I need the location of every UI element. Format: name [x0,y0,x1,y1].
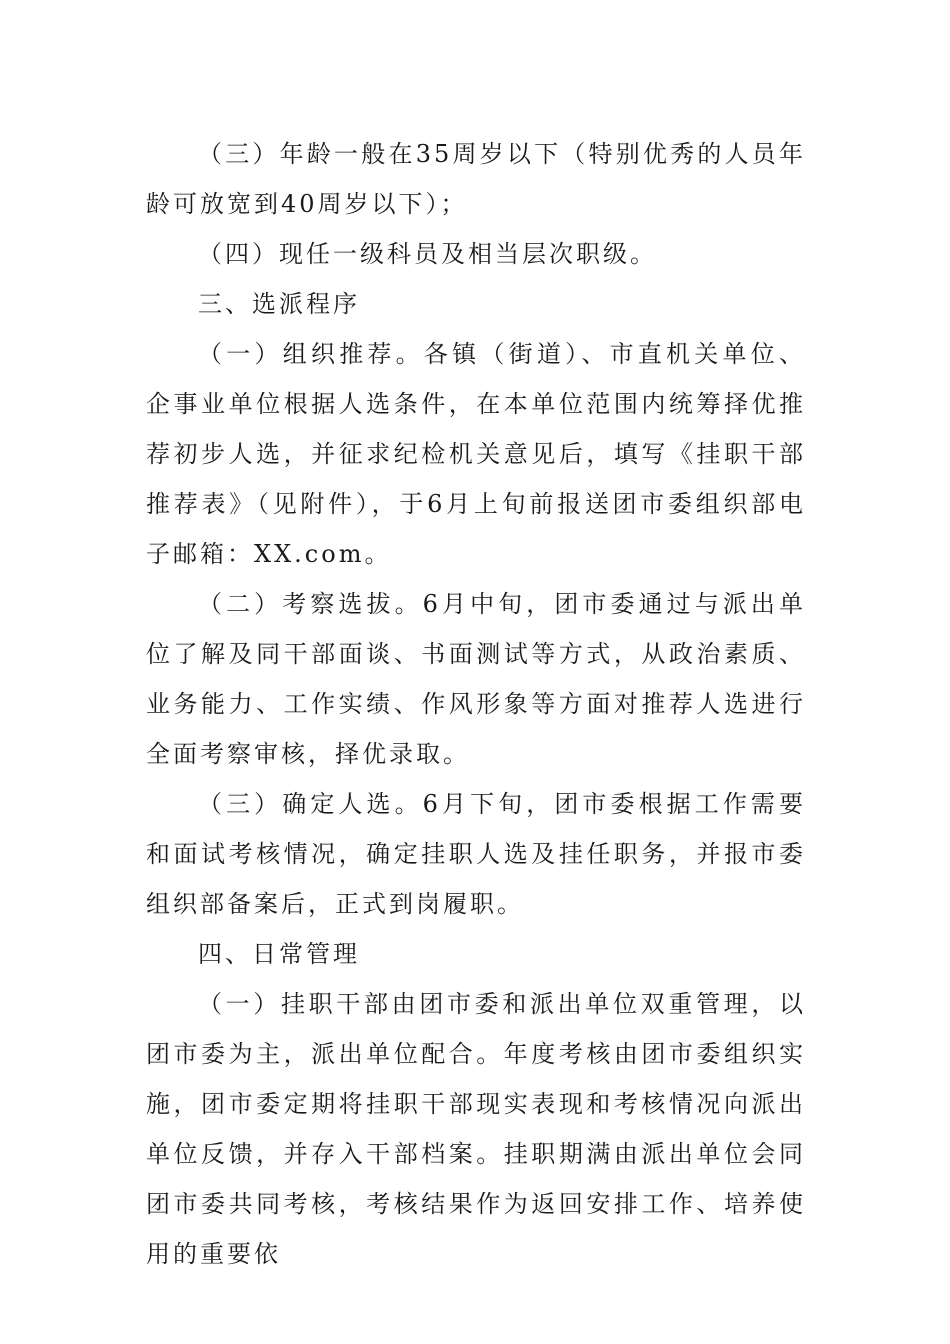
paragraph-rank-requirement: （四）现任一级科员及相当层次职级。 [198,240,657,268]
paragraph-confirm-candidates: （三）确定人选。6月下旬，团市委根据工作需要和面试考核情况，确定挂职人选及挂任职务，并报市委组织部备案后，正式到岗履职。 [146,790,806,918]
paragraph-dual-management: （一）挂职干部由团市委和派出单位双重管理，以团市委为主，派出单位配合。年度考核由团市委组织实施，团市委定期将挂职干部现实表现和考核情况向派出单位反馈，并存入干部档案。挂职期满由派出单位会同团市委共同考核，考核结果作为返回安排工作、培养使用的重要依 [146,990,806,1268]
section-heading-selection-procedure: 三、选派程序 [198,290,360,318]
document-body [146,129,806,1279]
paragraph-age-requirement: （三）年龄一般在35周岁以下（特别优秀的人员年龄可放宽到40周岁以下）； [146,140,806,218]
paragraph-organization-recommendation: （一）组织推荐。各镇（街道）、市直机关单位、企事业单位根据人选条件，在本单位范围内统筹择优推荐初步人选，并征求纪检机关意见后，填写《挂职干部推荐表》（见附件），于6月上旬前报送团市委组织部电子邮箱：XX.com。 [146,340,806,568]
paragraph-inspection-selection: （二）考察选拔。6月中旬，团市委通过与派出单位了解及同干部面谈、书面测试等方式，从政治素质、业务能力、工作实绩、作风形象等方面对推荐人选进行全面考察审核，择优录取。 [146,590,806,768]
section-heading-daily-management: 四、日常管理 [198,940,360,968]
